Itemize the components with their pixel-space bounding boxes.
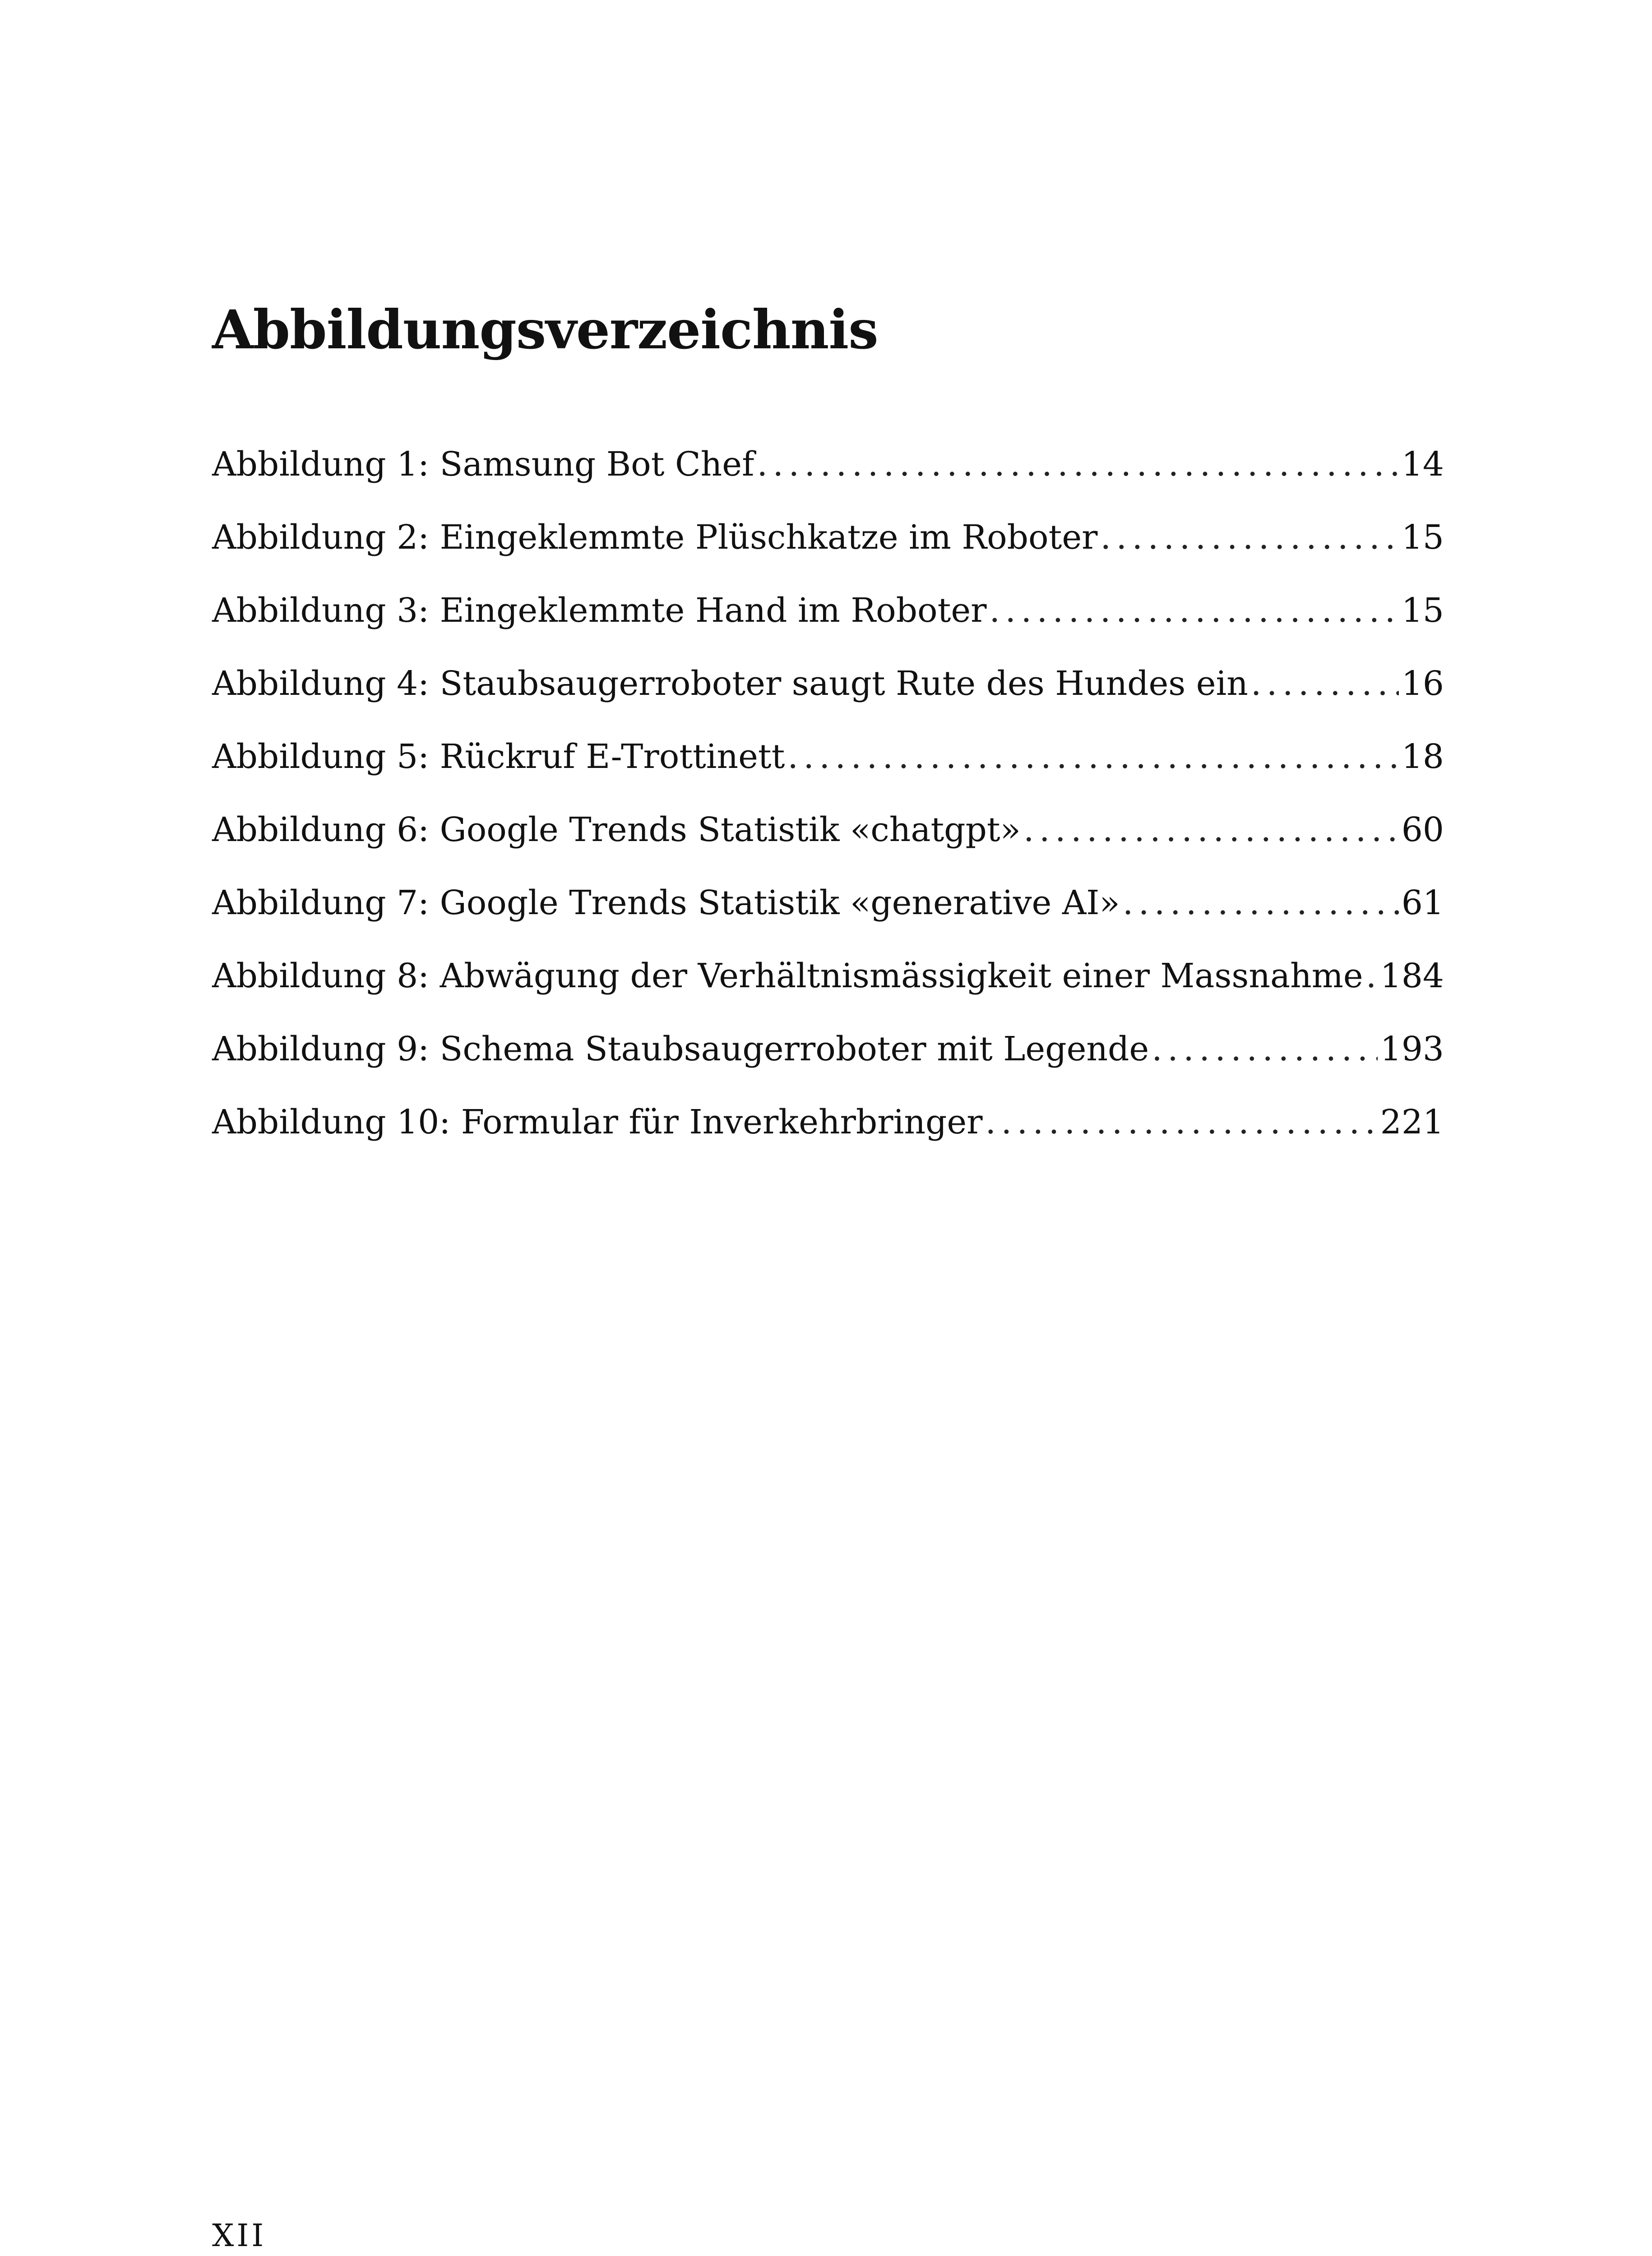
figure-entry-label: Abbildung 8: Abwägung der Verhältnismässigkeit einer Massnahme (212, 957, 1363, 995)
figure-entry-page: 16 (1401, 664, 1444, 703)
dot-leader (990, 591, 1399, 631)
figure-entry-label: Abbildung 9: Schema Staubsaugerroboter mit Legende (212, 1030, 1149, 1068)
dot-leader (1023, 810, 1399, 850)
figure-entry-9[interactable] (212, 1029, 1444, 1102)
figure-entry-page: 60 (1401, 810, 1444, 849)
figure-list (212, 444, 1444, 1175)
dot-leader (757, 444, 1398, 485)
figure-entry-3[interactable] (212, 591, 1444, 664)
figure-entry-2[interactable] (212, 518, 1444, 591)
figure-entry-1[interactable] (212, 444, 1444, 518)
figure-entry-label: Abbildung 10: Formular für Inverkehrbringer (212, 1103, 983, 1142)
dot-leader (1366, 956, 1378, 996)
dot-leader (1152, 1029, 1378, 1069)
dot-leader (1251, 664, 1399, 704)
figure-entry-page: 15 (1401, 591, 1444, 630)
figure-entry-page: 18 (1401, 737, 1444, 776)
figure-entry-page: 14 (1401, 445, 1444, 484)
dot-leader (787, 737, 1398, 777)
figure-entry-label: Abbildung 1: Samsung Bot Chef (212, 445, 754, 484)
figure-entry-label: Abbildung 4: Staubsaugerroboter saugt Rute des Hundes ein (212, 664, 1248, 703)
figure-entry-page: 61 (1401, 883, 1444, 922)
figure-entry-6[interactable] (212, 810, 1444, 883)
figure-entry-label: Abbildung 2: Eingeklemmte Plüschkatze im Roboter (212, 518, 1098, 557)
dot-leader (1100, 518, 1398, 558)
figure-entry-page: 15 (1401, 518, 1444, 557)
dot-leader (986, 1102, 1378, 1142)
figure-entry-7[interactable] (212, 883, 1444, 956)
figure-entry-label: Abbildung 6: Google Trends Statistik «chatgpt» (212, 810, 1021, 849)
figure-entry-4[interactable] (212, 664, 1444, 737)
figure-entry-label: Abbildung 5: Rückruf E-Trottinett (212, 737, 785, 776)
figure-entry-5[interactable] (212, 737, 1444, 810)
figure-entry-page: 184 (1380, 957, 1444, 995)
figure-entry-page: 221 (1380, 1103, 1444, 1142)
dot-leader (1123, 883, 1399, 923)
figure-entry-page: 193 (1380, 1030, 1444, 1068)
figure-entry-label: Abbildung 3: Eingeklemmte Hand im Roboter (212, 591, 987, 630)
page-title: Abbildungsverzeichnis (212, 298, 878, 361)
page-number: XII (212, 2218, 267, 2254)
figure-entry-label: Abbildung 7: Google Trends Statistik «generative AI» (212, 883, 1120, 922)
figure-entry-10[interactable] (212, 1102, 1444, 1175)
figure-entry-8[interactable] (212, 956, 1444, 1029)
